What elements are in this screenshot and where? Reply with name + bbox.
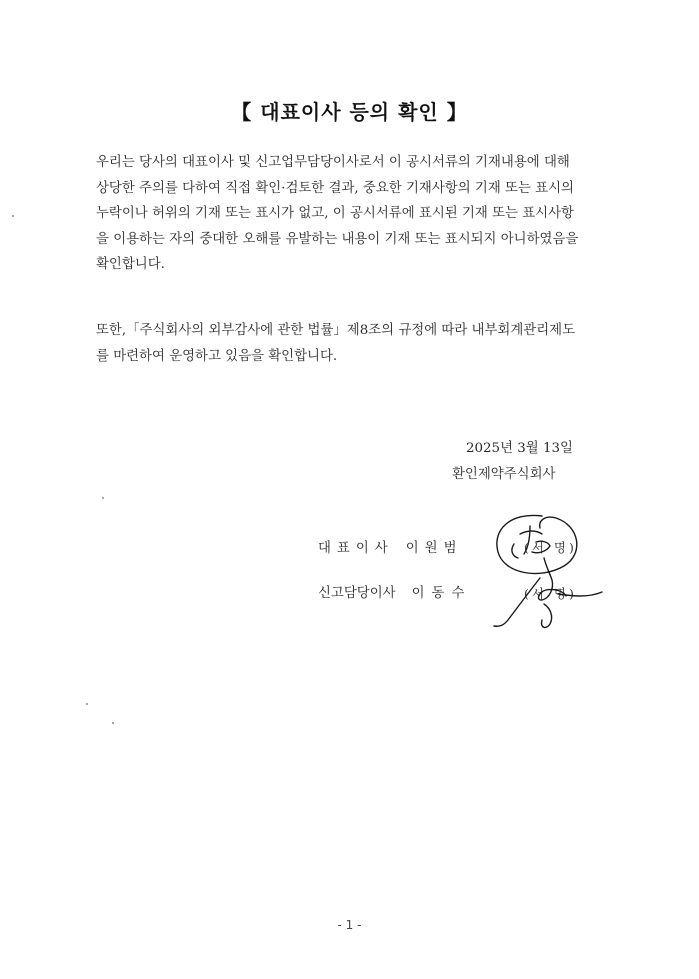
paragraph-line: 확인합니다.: [96, 257, 165, 272]
signature-placeholder: (서 명): [524, 586, 577, 601]
signature-placeholder: (서 명): [524, 540, 577, 555]
paragraph-line: 또한,「주식회사의 외부감사에 관한 법률」제8조의 규정에 따라 내부회계관리제도: [96, 323, 576, 338]
scan-speck: [12, 215, 14, 217]
confirmation-paragraph: [96, 150, 616, 278]
internal-control-paragraph: [96, 318, 616, 369]
handwritten-signature: [480, 508, 610, 633]
page-title: 【 대표이사 등의 확인 】: [231, 100, 468, 124]
page-number: - 1 -: [337, 918, 362, 932]
paragraph-line: 상당한 주의를 다하여 직접 확인·검토한 결과, 중요한 기재사항의 기재 또는 표시의: [96, 180, 574, 196]
company-name: 환인제약주식회사: [452, 467, 556, 482]
paragraph-line: 우리는 당사의 대표이사 및 신고업무담당이사로서 이 공시서류의 기재내용에 대해: [96, 155, 570, 170]
signatory-role: 신고담당이사: [318, 586, 396, 601]
paragraph-line: 을 이용하는 자의 중대한 오해를 유발하는 내용이 기재 또는 표시되지 아니하였음을: [96, 231, 579, 247]
paragraph-line: 를 마련하여 운영하고 있음을 확인합니다.: [96, 348, 338, 364]
document-date: 2025년 3월 13일: [466, 441, 573, 456]
paragraph-line: 누락이나 허위의 기재 또는 표시가 없고, 이 공시서류에 표시된 기재 또는 표시사항: [96, 206, 574, 221]
signatory-name: 이동수: [411, 586, 472, 601]
signatory-row-disclosure-director: [318, 582, 471, 601]
signatory-role: 대표이사: [318, 541, 394, 556]
signatory-name: 이원범: [405, 541, 463, 556]
date-company-block: [452, 436, 573, 488]
signatory-row-ceo: [318, 537, 463, 556]
scan-speck: [86, 703, 88, 705]
scan-speck: [102, 497, 104, 499]
scan-speck: [112, 722, 114, 724]
